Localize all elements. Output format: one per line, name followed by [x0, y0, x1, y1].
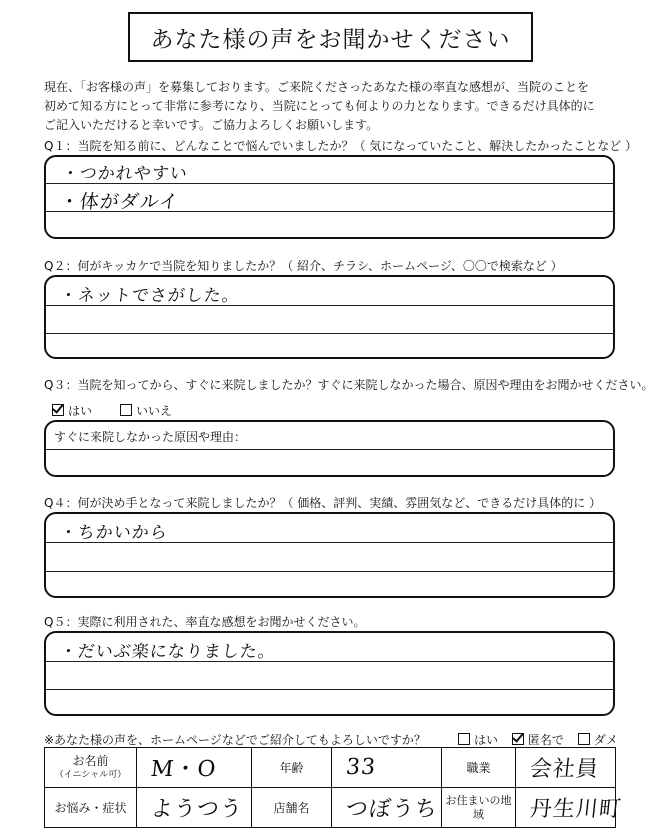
q2-answer-1: ・ネットでさがした。 [58, 286, 241, 306]
q4-label: Q４：何が決め手となって来院しましたか？（ 価格、評判、実績、雰囲気など、できるだけ具体的に ） [44, 496, 602, 510]
checkbox-icon[interactable] [458, 733, 470, 745]
intro-line: 現在、「お客様の声」を募集しております。ご来院くださったあなた様の率直な感想が、当院のことを [44, 80, 590, 94]
q5-label: Q５：実際に利用された、率直な感想をお聞かせください。 [44, 615, 366, 629]
ruled-line [46, 449, 613, 450]
age-label: 年齢 [279, 760, 304, 775]
q1-answer-box[interactable] [44, 155, 615, 239]
checkbox-checked-icon[interactable] [512, 733, 524, 745]
consent-option-label: ダメ [593, 733, 618, 747]
q1-label: Q１：当院を知る前に、どんなことで悩んでいましたか？（ 気になっていたこと、解決したかったことなど ） [44, 139, 638, 153]
form-title-text: あなた様の声をお聞かせください [150, 26, 511, 53]
q3-yes-label: はい [68, 404, 93, 418]
consent-option-yes[interactable] [458, 733, 498, 747]
store-label-cell [252, 788, 332, 828]
q4-answer-box[interactable] [44, 512, 615, 598]
consent-option-label: はい [474, 733, 499, 747]
store-label: 店舗名 [273, 800, 310, 815]
checkbox-checked-icon[interactable] [52, 404, 64, 416]
age-label-cell [252, 748, 332, 788]
name-value: M・O [149, 757, 218, 782]
consent-question: ※あなた様の声を、ホームページなどでご紹介してもよろしいですか？ [44, 733, 426, 747]
q2-label: Q２：何がキッカケで当院を知りましたか？（ 紹介、チラシ、ホームページ、〇〇で検索など ） [44, 259, 563, 273]
q3-no-label: いいえ [136, 404, 173, 418]
intro-text [44, 78, 595, 135]
age-value: 33 [344, 755, 378, 780]
area-value-cell[interactable] [516, 788, 624, 828]
job-label: 職業 [466, 760, 491, 775]
q3-reason-label: すぐに来院しなかった原因や理由： [54, 430, 247, 444]
store-value-cell[interactable] [332, 788, 442, 828]
checkbox-icon[interactable] [120, 404, 132, 416]
q1-answer-2: ・体がダルイ [58, 191, 181, 213]
name-label-cell [45, 748, 137, 788]
name-value-cell[interactable] [137, 748, 252, 788]
intro-line: ご記入いただけると幸いです。ご協力よろしくお願いします。 [44, 118, 379, 132]
store-value: つぼうち [344, 797, 440, 822]
q2-answer-box[interactable] [44, 275, 615, 359]
q5-answer-1: ・だいぶ楽になりました。 [58, 642, 277, 662]
respondent-info-table [44, 747, 624, 828]
ruled-line [46, 333, 613, 334]
age-value-cell[interactable] [332, 748, 442, 788]
area-label-cell [442, 788, 516, 828]
name-label: お名前 [72, 753, 109, 768]
area-value: 丹生川町 [528, 797, 624, 822]
symptom-label: お悩み・症状 [54, 800, 127, 815]
checkbox-icon[interactable] [578, 733, 590, 745]
consent-option-anonymous[interactable] [512, 733, 564, 747]
q1-answer-1: ・つかれやすい [60, 164, 189, 184]
job-value: 会社員 [528, 757, 601, 782]
area-label: お住まいの地域 [445, 793, 512, 821]
intro-line: 初めて知る方にとって非常に参考になり、当院にとっても何よりの力となります。できるだけ具体的に [44, 99, 595, 113]
consent-options [458, 731, 628, 748]
consent-option-label: 匿名で [527, 733, 564, 747]
q3-yes-option[interactable] [52, 402, 92, 419]
ruled-line [46, 571, 613, 572]
consent-option-no[interactable] [578, 733, 618, 747]
symptom-value-cell[interactable] [137, 788, 252, 828]
q5-answer-box[interactable] [44, 631, 615, 716]
name-sub-label: （イニシャル可） [54, 769, 127, 780]
q3-no-option[interactable] [120, 402, 172, 419]
job-label-cell [442, 748, 516, 788]
form-title [128, 12, 533, 62]
ruled-line [46, 689, 613, 690]
q4-answer-1: ・ちかいから [58, 523, 169, 543]
q3-answer-box[interactable] [44, 420, 615, 477]
symptom-label-cell [45, 788, 137, 828]
symptom-value: ようつう [149, 797, 245, 822]
q3-label: Q３：当院を知ってから、すぐに来院しましたか？すぐに来院しなかった場合、原因や理由をお聞かせください。 [44, 378, 654, 392]
job-value-cell[interactable] [516, 748, 616, 788]
